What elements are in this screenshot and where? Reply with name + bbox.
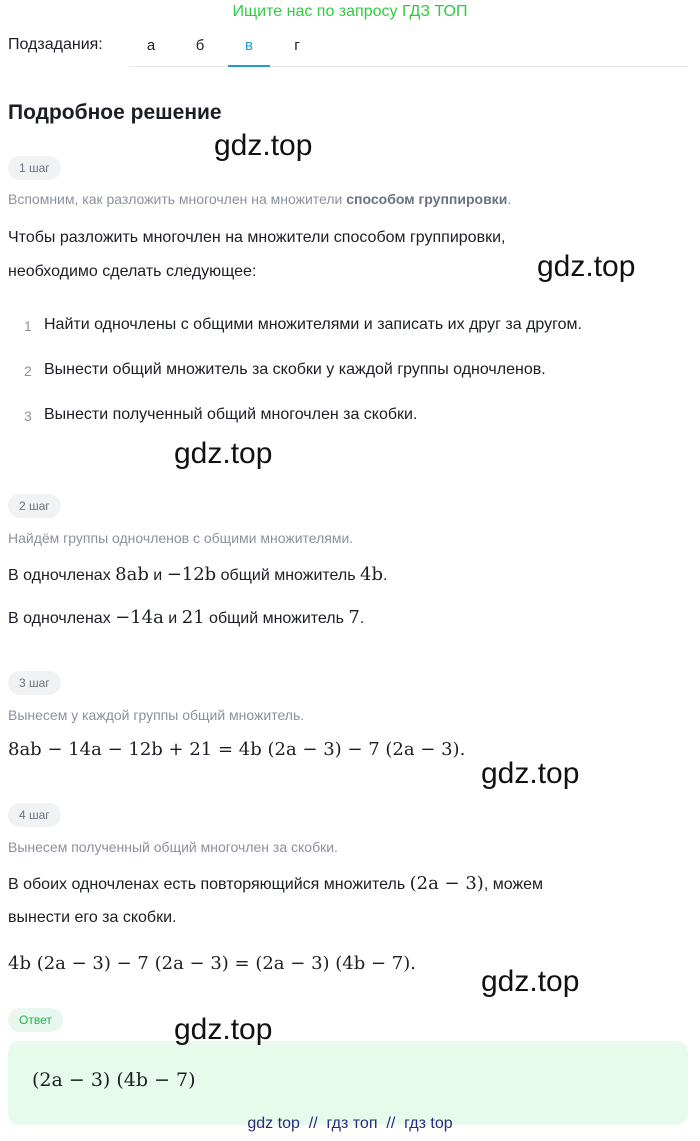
watermark: gdz.top <box>214 129 313 162</box>
subtasks-label: Подзадания: <box>8 36 103 53</box>
list-item-number: 1 <box>24 318 32 334</box>
step-1-badge: 1 шаг <box>8 156 61 180</box>
step-3-hint: Вынесем у каждой группы общий множитель. <box>8 707 305 723</box>
watermark: gdz.top <box>174 437 273 470</box>
step-4-formula: 4b (2a − 3) − 7 (2a − 3) = (2a − 3) (4b − 7). <box>8 953 416 974</box>
list-item-number: 3 <box>24 408 32 424</box>
watermark: gdz.top <box>537 250 636 283</box>
footer-links: gdz top // гдз топ // гдз top <box>247 1115 453 1132</box>
watermark: gdz.top <box>481 965 580 998</box>
tab-a[interactable]: а <box>146 37 156 54</box>
list-item-number: 2 <box>24 363 32 379</box>
tab-b[interactable]: б <box>195 37 205 54</box>
step-1-text-line-2: необходимо сделать следующее: <box>8 263 257 280</box>
page-title: Подробное решение <box>8 101 222 124</box>
step-3-formula: 8ab − 14a − 12b + 21 = 4b (2a − 3) − 7 (2a − 3). <box>8 739 466 760</box>
step-4-badge: 4 шаг <box>8 803 61 827</box>
step-2-line-2: В одночленах −14a и 21 общий множитель 7. <box>8 607 365 628</box>
subtask-tabs <box>130 28 688 67</box>
list-item: Найти одночлены с общими множителями и записать их друг за другом. <box>44 316 582 333</box>
watermark: gdz.top <box>481 757 580 790</box>
step-4-hint: Вынесем полученный общий многочлен за скобки. <box>8 839 338 855</box>
step-2-line-1: В одночленах 8ab и −12b общий множитель 4b. <box>8 564 388 585</box>
answer-formula: (2a − 3) (4b − 7) <box>32 1069 196 1091</box>
step-2-badge: 2 шаг <box>8 494 61 518</box>
step-2-hint: Найдём группы одночленов с общими множителями. <box>8 530 354 546</box>
answer-badge: Ответ <box>8 1008 63 1032</box>
step-4-line-1: В обоих одночленах есть повторяющийся множитель (2a − 3), можем <box>8 873 544 894</box>
tab-v[interactable]: в <box>228 28 270 67</box>
step-3-badge: 3 шаг <box>8 671 61 695</box>
tab-g[interactable]: г <box>294 37 300 54</box>
list-item: Вынести полученный общий многочлен за скобки. <box>44 406 418 423</box>
step-1-hint: Вспомним, как разложить многочлен на множители способом группировки. <box>8 191 512 207</box>
list-item: Вынести общий множитель за скобки у каждой группы одночленов. <box>44 361 546 378</box>
step-1-text-line-1: Чтобы разложить многочлен на множители способом группировки, <box>8 229 506 246</box>
watermark: gdz.top <box>174 1013 273 1046</box>
promo-banner: Ищите нас по запросу ГДЗ ТОП <box>232 3 468 20</box>
step-4-line-2: вынести его за скобки. <box>8 909 177 926</box>
